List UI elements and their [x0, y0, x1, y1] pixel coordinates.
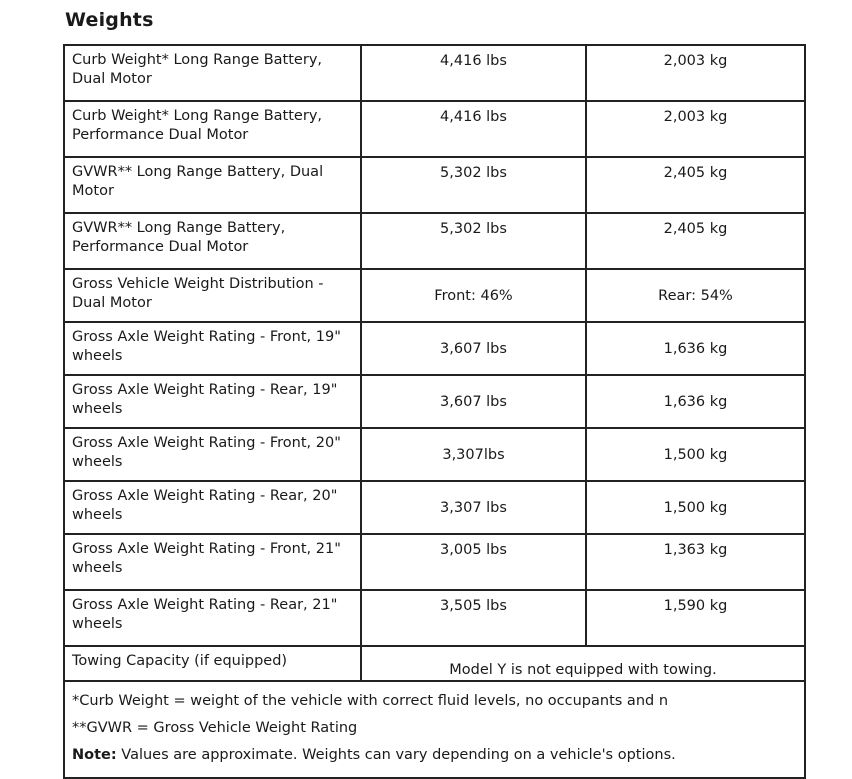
table-row [64, 157, 805, 213]
value-lbs: 5,302 lbs [361, 213, 586, 269]
table-row [64, 45, 805, 101]
table-row [64, 322, 805, 375]
value-lbs: 4,416 lbs [361, 45, 586, 101]
value-kg: 1,590 kg [586, 590, 805, 646]
value-kg: 1,500 kg [586, 481, 805, 534]
row-label: Gross Axle Weight Rating - Front, 20" wheels [64, 428, 361, 481]
table-row [64, 590, 805, 646]
value-kg: 1,363 kg [586, 534, 805, 590]
row-label: Gross Axle Weight Rating - Rear, 21" wheels [64, 590, 361, 646]
value-lbs: 5,302 lbs [361, 157, 586, 213]
row-label: Curb Weight* Long Range Battery, Performance Dual Motor [64, 101, 361, 157]
row-label: Gross Axle Weight Rating - Rear, 20" wheels [64, 481, 361, 534]
value-lbs: 4,416 lbs [361, 101, 586, 157]
gvwr-footnote: **GVWR = Gross Vehicle Weight Rating [72, 720, 358, 736]
row-label: GVWR** Long Range Battery, Performance Dual Motor [64, 213, 361, 269]
value-kg: 1,636 kg [586, 322, 805, 375]
value-lbs: 3,307lbs [361, 428, 586, 481]
table-row [64, 101, 805, 157]
value-rear: Rear: 54% [586, 269, 805, 322]
row-label: Gross Axle Weight Rating - Rear, 19" wheels [64, 375, 361, 428]
value-lbs: 3,307 lbs [361, 481, 586, 534]
value-lbs: 3,505 lbs [361, 590, 586, 646]
row-label: Gross Axle Weight Rating - Front, 19" wheels [64, 322, 361, 375]
table-row [64, 213, 805, 269]
table-row-towing [64, 646, 805, 681]
value-lbs: 3,005 lbs [361, 534, 586, 590]
row-label: Gross Axle Weight Rating - Front, 21" wheels [64, 534, 361, 590]
value-kg: 2,405 kg [586, 213, 805, 269]
row-label: Curb Weight* Long Range Battery, Dual Motor [64, 45, 361, 101]
curb-weight-footnote: *Curb Weight = weight of the vehicle with correct fluid levels, no occupants and n [72, 693, 669, 709]
weights-table [63, 44, 806, 779]
table-row [64, 375, 805, 428]
value-front: Front: 46% [361, 269, 586, 322]
table-row [64, 534, 805, 590]
approximate-note [72, 742, 797, 769]
row-label: Gross Vehicle Weight Distribution - Dual Motor [64, 269, 361, 322]
value-lbs: 3,607 lbs [361, 322, 586, 375]
section-title: Weights [65, 9, 154, 31]
value-kg: 2,003 kg [586, 101, 805, 157]
footnotes [64, 681, 805, 778]
row-label: GVWR** Long Range Battery, Dual Motor [64, 157, 361, 213]
towing-label: Towing Capacity (if equipped) [64, 646, 361, 681]
note-text: Values are approximate. Weights can vary depending on a vehicle's options. [116, 747, 676, 763]
table-row [64, 428, 805, 481]
note-label: Note: [72, 747, 117, 763]
value-lbs: 3,607 lbs [361, 375, 586, 428]
table-row [64, 481, 805, 534]
value-kg: 1,500 kg [586, 428, 805, 481]
table-row-notes [64, 681, 805, 778]
towing-value: Model Y is not equipped with towing. [361, 646, 805, 681]
table-row [64, 269, 805, 322]
value-kg: 1,636 kg [586, 375, 805, 428]
value-kg: 2,405 kg [586, 157, 805, 213]
value-kg: 2,003 kg [586, 45, 805, 101]
